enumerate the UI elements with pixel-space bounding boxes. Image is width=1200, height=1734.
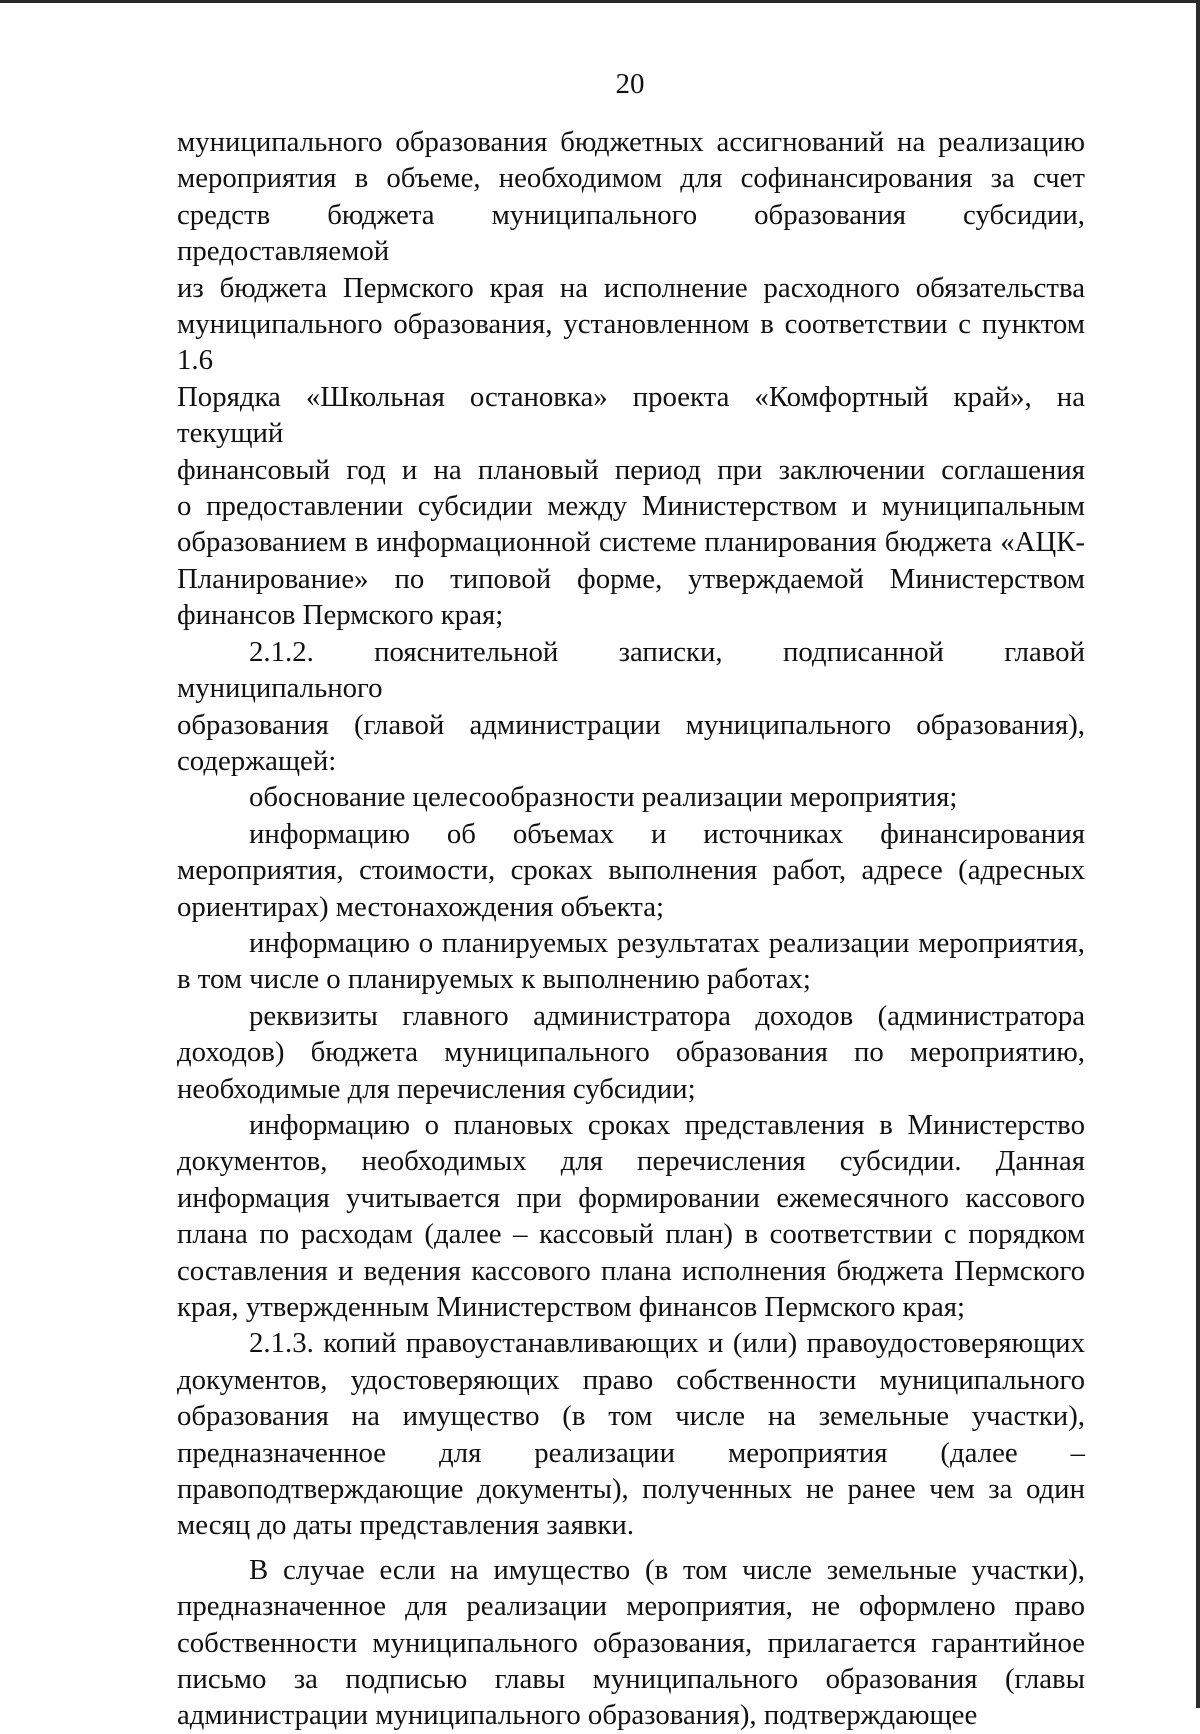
paragraph-9-line: письмо за подписью главы муниципального образования (главы [177,1663,1085,1696]
paragraph-9-line: собственности муниципального образования, прилагается гарантийное [177,1626,1085,1659]
paragraph-7-line: края, утвержденным Министерством финансов Пермского края; [177,1291,965,1323]
paragraph-4-line: ориентирах) местонахождения объекта; [177,890,664,923]
paragraph-1-line: образованием в информационной системе планирования бюджета «АЦК- [177,526,1085,559]
paragraph-1-line: средств бюджета муниципального образования субсидии, предоставляемой [177,198,1085,268]
paragraph-5-line: в том числе о планируемых к выполнению работах; [177,963,811,996]
paragraph-8-line: месяц до даты представления заявки. [177,1509,635,1542]
paragraph-4-line: мероприятия, стоимости, сроках выполнения работ, адресе (адресных [177,854,1085,887]
paragraph-1-line: муниципального образования, установленном в соответствии с пунктом 1.6 [177,308,1085,377]
page-number: 20 [615,68,645,100]
paragraph-6-line: реквизиты главного администратора доходов (администратора [249,999,1085,1032]
paragraph-1-line: Планирование» по типовой форме, утверждаемой Министерством [177,562,1085,595]
paragraph-7-line: документов, необходимых для перечисления субсидии. Данная [177,1145,1085,1178]
paragraph-1-line: мероприятия в объеме, необходимом для софинансирования за счет [177,162,1085,195]
paragraph-8-line: 2.1.3. копий правоустанавливающих и (или) правоудостоверяющих [249,1327,1085,1360]
paragraph-3-line: обоснование целесообразности реализации мероприятия; [249,781,958,814]
paragraph-7-line: составления и ведения кассового плана исполнения бюджета Пермского [177,1254,1085,1287]
paragraph-9-line: администрации муниципального образования), подтверждающее [177,1699,978,1732]
paragraph-7-line: плана по расходам (далее – кассовый план) в соответствии с порядком [177,1218,1085,1251]
paragraph-7-line: информацию о плановых сроках представления в Министерство [249,1108,1085,1141]
paragraph-8-line: документов, удостоверяющих право собственности муниципального [177,1363,1085,1396]
paragraph-2-line: содержащей: [177,744,337,777]
paragraph-2-line: 2.1.2. пояснительной записки, подписанной главой муниципального [177,635,1085,705]
paragraph-1-line: Порядка «Школьная остановка» проекта «Комфортный край», на текущий [177,380,1085,450]
scan-border-top [0,0,1200,3]
paragraph-8-line: предназначенное для реализации мероприятия (далее – [177,1436,1085,1469]
paragraph-1-line: о предоставлении субсидии между Министерством и муниципальным [177,490,1085,523]
paragraph-4-line: информацию об объемах и источниках финансирования [249,817,1085,850]
paragraph-6-line: доходов) бюджета муниципального образования по мероприятию, [177,1036,1085,1069]
paragraph-5-line: информацию о планируемых результатах реализации мероприятия, [249,926,1085,959]
paragraph-1-line: из бюджета Пермского края на исполнение расходного обязательства [177,271,1085,304]
document-body [177,124,1085,1734]
paragraph-6-line: необходимые для перечисления субсидии; [177,1072,696,1105]
paragraph-7-line: информация учитывается при формировании ежемесячного кассового [177,1181,1085,1214]
paragraph-8-line: образования на имущество (в том числе на земельные участки), [177,1400,1085,1433]
scan-border-right [1196,0,1200,1708]
paragraph-1-line: муниципального образования бюджетных ассигнований на реализацию [177,126,1085,158]
paragraph-1-line: финансовый год и на плановый период при заключении соглашения [177,453,1085,486]
paragraph-1-line: финансов Пермского края; [177,599,504,632]
paragraph-9-line: предназначенное для реализации мероприятия, не оформлено право [177,1590,1085,1623]
paragraph-8-line: правоподтверждающие документы), полученных не ранее чем за один [177,1473,1085,1506]
paragraph-2-line: образования (главой администрации муниципального образования), [177,708,1085,741]
paragraph-9-line: В случае если на имущество (в том числе земельные участки), [249,1553,1085,1586]
